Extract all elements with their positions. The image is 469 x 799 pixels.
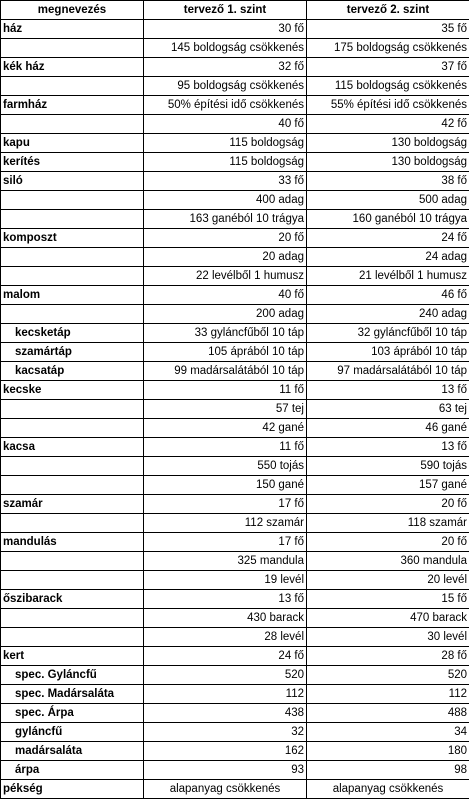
row-name-cell [1,305,144,324]
table-row [1,666,469,685]
level-2-cell: 38 fő [307,172,469,191]
row-name-cell: gyláncfű [1,723,144,742]
level-2-cell: 103 áprából 10 táp [307,343,469,362]
level-2-cell: 35 fő [307,20,469,39]
table-row [1,457,469,476]
header-level-2: tervező 2. szint [307,1,469,20]
level-1-cell: 22 levélből 1 humusz [144,267,307,286]
level-1-cell: 150 gané [144,476,307,495]
table-row [1,609,469,628]
row-name-cell [1,609,144,628]
level-1-cell: 105 áprából 10 táp [144,343,307,362]
level-2-cell: 130 boldogság [307,134,469,153]
level-1-cell: 115 boldogság [144,153,307,172]
level-1-cell: 40 fő [144,286,307,305]
level-2-cell: 180 [307,742,469,761]
table-row [1,514,469,533]
level-1-cell: 13 fő [144,590,307,609]
level-2-cell: 590 tojás [307,457,469,476]
level-2-cell: 37 fő [307,58,469,77]
level-1-cell: 162 [144,742,307,761]
level-2-cell: 28 fő [307,647,469,666]
table-row [1,58,469,77]
row-name-cell [1,552,144,571]
level-2-cell: 34 [307,723,469,742]
level-2-cell: 112 [307,685,469,704]
table-row [1,419,469,438]
row-name-cell: kecske [1,381,144,400]
table-row [1,476,469,495]
level-2-cell: alapanyag csökkenés [307,780,469,799]
level-1-cell: 95 boldogság csökkenés [144,77,307,96]
table-row [1,685,469,704]
row-name-cell: őszibarack [1,590,144,609]
level-1-cell: 32 fő [144,58,307,77]
table-row [1,96,469,115]
level-2-cell: 32 gyláncfűből 10 táp [307,324,469,343]
table-row [1,305,469,324]
row-name-cell: siló [1,172,144,191]
level-1-cell: 11 fő [144,381,307,400]
level-2-cell: 55% építési idő csökkenés [307,96,469,115]
row-name-cell [1,191,144,210]
level-2-cell: 24 adag [307,248,469,267]
level-1-cell: 112 [144,685,307,704]
table-row [1,134,469,153]
level-1-cell: 40 fő [144,115,307,134]
table-row [1,495,469,514]
row-name-cell [1,628,144,647]
level-2-cell: 175 boldogság csökkenés [307,39,469,58]
level-2-cell: 360 mandula [307,552,469,571]
level-2-cell: 160 ganéból 10 trágya [307,210,469,229]
level-1-cell: 325 mandula [144,552,307,571]
header-row [1,1,469,20]
level-1-cell: 430 barack [144,609,307,628]
table-row [1,381,469,400]
table-row [1,400,469,419]
row-name-cell [1,115,144,134]
table-row [1,153,469,172]
table-row [1,742,469,761]
row-name-cell: kerítés [1,153,144,172]
row-name-cell: szamár [1,495,144,514]
table-row [1,362,469,381]
level-2-cell: 63 tej [307,400,469,419]
table-row [1,248,469,267]
level-1-cell: 42 gané [144,419,307,438]
row-name-cell [1,267,144,286]
row-name-cell [1,248,144,267]
level-2-cell: 46 gané [307,419,469,438]
row-name-cell: kecsketáp [1,324,144,343]
level-2-cell: 42 fő [307,115,469,134]
level-2-cell: 470 barack [307,609,469,628]
row-name-cell [1,77,144,96]
table-row [1,628,469,647]
row-name-cell: kacsatáp [1,362,144,381]
level-1-cell: 112 szamár [144,514,307,533]
row-name-cell: malom [1,286,144,305]
level-2-cell: 24 fő [307,229,469,248]
level-2-cell: 20 fő [307,495,469,514]
level-2-cell: 97 madársalátából 10 táp [307,362,469,381]
row-name-cell: spec. Gyláncfű [1,666,144,685]
table-row [1,343,469,362]
level-1-cell: 20 fő [144,229,307,248]
table-body [1,20,469,799]
level-1-cell: 145 boldogság csökkenés [144,39,307,58]
header-name: megnevezés [1,1,144,20]
table-row [1,191,469,210]
level-1-cell: 438 [144,704,307,723]
level-2-cell: 115 boldogság csökkenés [307,77,469,96]
table-row [1,590,469,609]
row-name-cell: kert [1,647,144,666]
level-1-cell: 33 fő [144,172,307,191]
row-name-cell: pékség [1,780,144,799]
level-2-cell: 240 adag [307,305,469,324]
level-1-cell: 50% építési idő csökkenés [144,96,307,115]
table-row [1,115,469,134]
table-row [1,267,469,286]
table-row [1,229,469,248]
level-1-cell: 28 levél [144,628,307,647]
table-row [1,39,469,58]
row-name-cell: madársaláta [1,742,144,761]
level-1-cell: alapanyag csökkenés [144,780,307,799]
level-1-cell: 24 fő [144,647,307,666]
level-2-cell: 15 fő [307,590,469,609]
level-2-cell: 30 levél [307,628,469,647]
level-2-cell: 157 gané [307,476,469,495]
row-name-cell [1,419,144,438]
table-row [1,647,469,666]
level-2-cell: 20 levél [307,571,469,590]
level-1-cell: 57 tej [144,400,307,419]
level-2-cell: 130 boldogság [307,153,469,172]
level-2-cell: 98 [307,761,469,780]
table-row [1,286,469,305]
level-1-cell: 520 [144,666,307,685]
level-1-cell: 99 madársalátából 10 táp [144,362,307,381]
level-1-cell: 93 [144,761,307,780]
level-1-cell: 400 adag [144,191,307,210]
table-row [1,761,469,780]
level-1-cell: 19 levél [144,571,307,590]
table-row [1,571,469,590]
row-name-cell: árpa [1,761,144,780]
row-name-cell: szamártáp [1,343,144,362]
table-row [1,552,469,571]
header-level-1: tervező 1. szint [144,1,307,20]
table-row [1,172,469,191]
level-2-cell: 21 levélből 1 humusz [307,267,469,286]
table-row [1,704,469,723]
row-name-cell: kék ház [1,58,144,77]
table-row [1,438,469,457]
level-1-cell: 550 tojás [144,457,307,476]
row-name-cell [1,514,144,533]
level-1-cell: 200 adag [144,305,307,324]
table-row [1,780,469,799]
level-1-cell: 17 fő [144,495,307,514]
row-name-cell [1,457,144,476]
row-name-cell: spec. Árpa [1,704,144,723]
level-1-cell: 17 fő [144,533,307,552]
row-name-cell [1,571,144,590]
row-name-cell [1,210,144,229]
level-2-cell: 118 szamár [307,514,469,533]
level-2-cell: 13 fő [307,381,469,400]
level-2-cell: 20 fő [307,533,469,552]
row-name-cell [1,476,144,495]
level-2-cell: 520 [307,666,469,685]
level-2-cell: 488 [307,704,469,723]
table-row [1,77,469,96]
level-2-cell: 500 adag [307,191,469,210]
row-name-cell: kapu [1,134,144,153]
level-1-cell: 115 boldogság [144,134,307,153]
row-name-cell: mandulás [1,533,144,552]
row-name-cell [1,400,144,419]
table-row [1,324,469,343]
row-name-cell: kacsa [1,438,144,457]
level-1-cell: 30 fő [144,20,307,39]
row-name-cell: farmház [1,96,144,115]
row-name-cell: ház [1,20,144,39]
level-1-cell: 33 gyláncfűből 10 táp [144,324,307,343]
row-name-cell: spec. Madársaláta [1,685,144,704]
level-1-cell: 11 fő [144,438,307,457]
level-1-cell: 163 ganéból 10 trágya [144,210,307,229]
table-row [1,533,469,552]
level-2-cell: 46 fő [307,286,469,305]
level-1-cell: 32 [144,723,307,742]
level-1-cell: 20 adag [144,248,307,267]
row-name-cell: komposzt [1,229,144,248]
level-2-cell: 13 fő [307,438,469,457]
table-row [1,20,469,39]
table-row [1,723,469,742]
row-name-cell [1,39,144,58]
table-row [1,210,469,229]
